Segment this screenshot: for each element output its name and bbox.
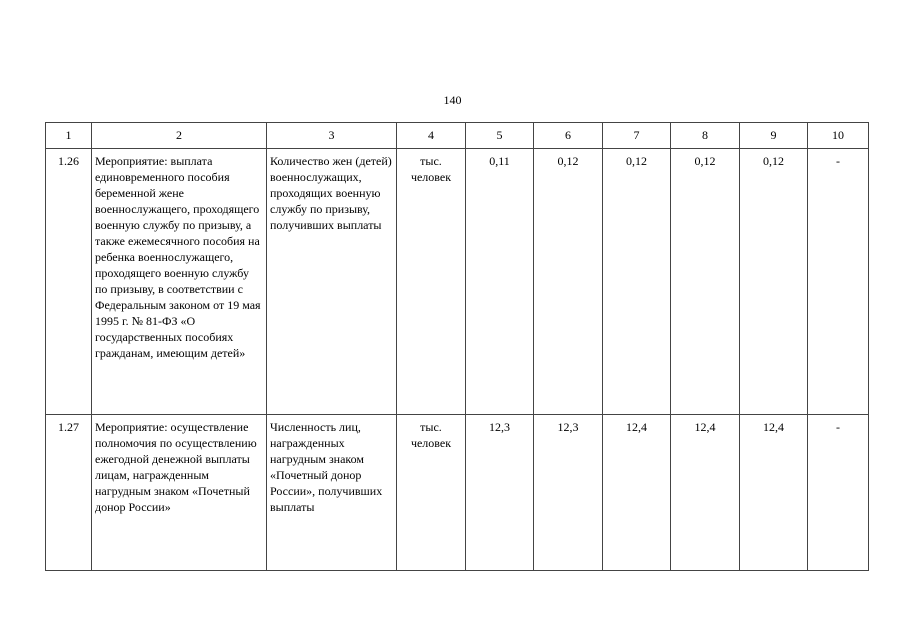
header-cell: 3	[267, 123, 397, 149]
value-cell: 12,4	[603, 415, 671, 571]
program-table	[45, 122, 869, 571]
value-cell: 0,11	[466, 149, 534, 415]
row-number: 1.26	[46, 149, 92, 415]
value-cell: 12,3	[466, 415, 534, 571]
header-cell: 7	[603, 123, 671, 149]
row-1-26	[46, 149, 869, 415]
indicator-name: Количество жен (детей) военнослужащих, проходящих военную службу по призыву, получивших выплаты	[267, 149, 397, 415]
header-cell: 9	[740, 123, 808, 149]
page-number: 140	[443, 93, 462, 107]
value-cell: -	[808, 149, 869, 415]
value-cell: 0,12	[671, 149, 740, 415]
event-description: Мероприятие: осуществление полномочия по осуществлению ежегодной денежной выплаты лицам, награжденным нагрудным знаком «Почетный донор России»	[92, 415, 267, 571]
header-cell: 10	[808, 123, 869, 149]
unit-of-measure: тыс. человек	[397, 415, 466, 571]
value-cell: 12,3	[534, 415, 603, 571]
value-cell: 0,12	[603, 149, 671, 415]
header-cell: 2	[92, 123, 267, 149]
header-cell: 6	[534, 123, 603, 149]
header-cell: 5	[466, 123, 534, 149]
value-cell: -	[808, 415, 869, 571]
value-cell: 12,4	[671, 415, 740, 571]
value-cell: 0,12	[740, 149, 808, 415]
header-row	[46, 123, 869, 149]
event-description: Мероприятие: выплата единовременного пособия беременной жене военнослужащего, проходящего военную службу по призыву, а также ежемесячного пособия на ребенка военнослужащего, проходящего военную службу по призыву, в соответствии с Федеральным законом от 19 мая 1995 г. № 81-ФЗ «О государственных пособиях гражданам, имеющим детей»	[92, 149, 267, 415]
row-1-27	[46, 415, 869, 571]
header-cell: 1	[46, 123, 92, 149]
header-cell: 8	[671, 123, 740, 149]
value-cell: 12,4	[740, 415, 808, 571]
unit-of-measure: тыс. человек	[397, 149, 466, 415]
value-cell: 0,12	[534, 149, 603, 415]
header-cell: 4	[397, 123, 466, 149]
indicator-name: Численность лиц, награжденных нагрудным знаком «Почетный донор России», получивших выплаты	[267, 415, 397, 571]
row-number: 1.27	[46, 415, 92, 571]
